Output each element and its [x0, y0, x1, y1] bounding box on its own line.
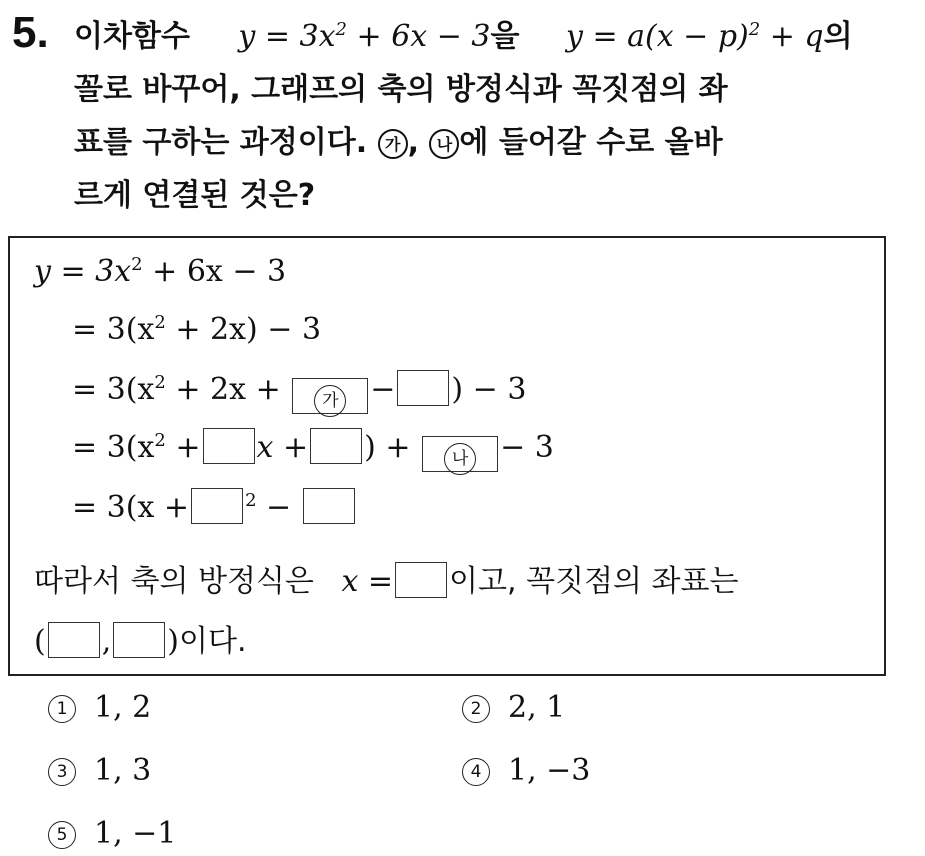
row7-open: (	[34, 624, 46, 659]
row1-sup: 2	[131, 254, 143, 276]
blank-vertex-y	[113, 622, 165, 658]
marker-na: 나	[429, 129, 459, 159]
question-line1-end: 의	[823, 19, 853, 54]
row4-b: +	[165, 430, 201, 465]
row2-a: = 3(x	[72, 312, 155, 347]
row5-b: −	[256, 490, 292, 525]
blank-5a	[191, 488, 243, 524]
expr2-sup: 2	[748, 19, 761, 41]
choice-5-text: 1, −1	[94, 816, 177, 851]
derivation-row-7	[34, 616, 246, 660]
derivation-row-6	[34, 556, 738, 600]
row4-c: ) +	[364, 430, 411, 465]
expr2-main: y = a(x − p)	[565, 19, 749, 54]
derivation-row-1	[34, 254, 286, 289]
expr2-post: + q	[760, 19, 824, 54]
row6-a: 따라서 축의 방정식은	[34, 564, 314, 599]
expr-vertex-form	[566, 19, 824, 54]
question-line3-post: 에 들어갈 수로 올바	[459, 125, 723, 160]
expr1-post: + 6x − 3	[347, 19, 491, 54]
blank-ga	[292, 378, 368, 414]
row5-a: = 3(x +	[72, 490, 190, 525]
blank-4b	[310, 428, 362, 464]
derivation-row-5	[72, 488, 357, 525]
row1-b: + 6x − 3	[142, 254, 287, 289]
choice-1[interactable]	[48, 690, 151, 725]
choice-4[interactable]	[462, 753, 590, 788]
choice-2-text: 2, 1	[508, 690, 566, 725]
choice-1-text: 1, 2	[94, 690, 152, 725]
blank-ga-marker: 가	[314, 385, 346, 417]
row5-sup: 2	[245, 490, 257, 512]
derivation-box	[8, 236, 886, 676]
question-line1-pre: 이차함수	[74, 19, 190, 54]
row4-a: = 3(x	[72, 430, 155, 465]
derivation-row-3	[72, 370, 526, 414]
row7-close: )	[167, 624, 179, 659]
row2-sup: 2	[154, 312, 166, 334]
row3-c: ) − 3	[451, 372, 527, 407]
question-line-3	[74, 116, 894, 169]
row4-sup: 2	[154, 430, 166, 452]
choice-2-number: 2	[462, 695, 490, 723]
question-line1-mid: 을	[490, 19, 520, 54]
choice-3-text: 1, 3	[94, 753, 152, 788]
question-number: 5.	[12, 8, 49, 57]
row1-a: y = 3x	[34, 254, 132, 289]
expr1-sup: 2	[335, 19, 347, 41]
choice-1-number: 1	[48, 695, 76, 723]
expr1-main: y = 3x	[238, 19, 336, 54]
choice-2[interactable]	[462, 690, 565, 725]
row6-x: x =	[341, 564, 394, 599]
row7-comma: ,	[101, 624, 112, 659]
choice-4-number: 4	[462, 758, 490, 786]
question-line-2: 꼴로 바꾸어, 그래프의 축의 방정식과 꼭짓점의 좌	[74, 72, 728, 107]
choice-4-text: 1, −3	[508, 753, 591, 788]
choice-3[interactable]	[48, 753, 151, 788]
row6-b: 이고, 꼭짓점의 좌표는	[449, 564, 739, 599]
row4-x: x +	[256, 430, 309, 465]
row3-b: + 2x +	[165, 372, 281, 407]
choice-5-number: 5	[48, 821, 76, 849]
blank-3	[397, 370, 449, 406]
question-line-4: 르게 연결된 것은?	[74, 178, 316, 213]
blank-na	[422, 436, 498, 472]
question-line3-comma: ,	[407, 125, 419, 160]
choice-3-number: 3	[48, 758, 76, 786]
derivation-row-2	[72, 312, 321, 347]
row3-minus: −	[370, 372, 396, 407]
blank-5b	[303, 488, 355, 524]
blank-axis	[395, 562, 447, 598]
row2-b: + 2x) − 3	[165, 312, 322, 347]
question-line3-pre: 표를 구하는 과정이다.	[74, 125, 368, 160]
blank-na-marker: 나	[444, 443, 476, 475]
question-text	[74, 10, 894, 222]
row3-sup: 2	[154, 372, 166, 394]
blank-vertex-x	[48, 622, 100, 658]
choice-5[interactable]	[48, 816, 176, 851]
derivation-row-4	[72, 428, 554, 472]
question-line-1	[74, 10, 894, 63]
row7-end: 이다.	[178, 624, 247, 659]
expr-standard-form	[238, 19, 490, 54]
row4-d: − 3	[500, 430, 554, 465]
marker-ga: 가	[378, 129, 408, 159]
blank-4a	[203, 428, 255, 464]
row3-a: = 3(x	[72, 372, 155, 407]
